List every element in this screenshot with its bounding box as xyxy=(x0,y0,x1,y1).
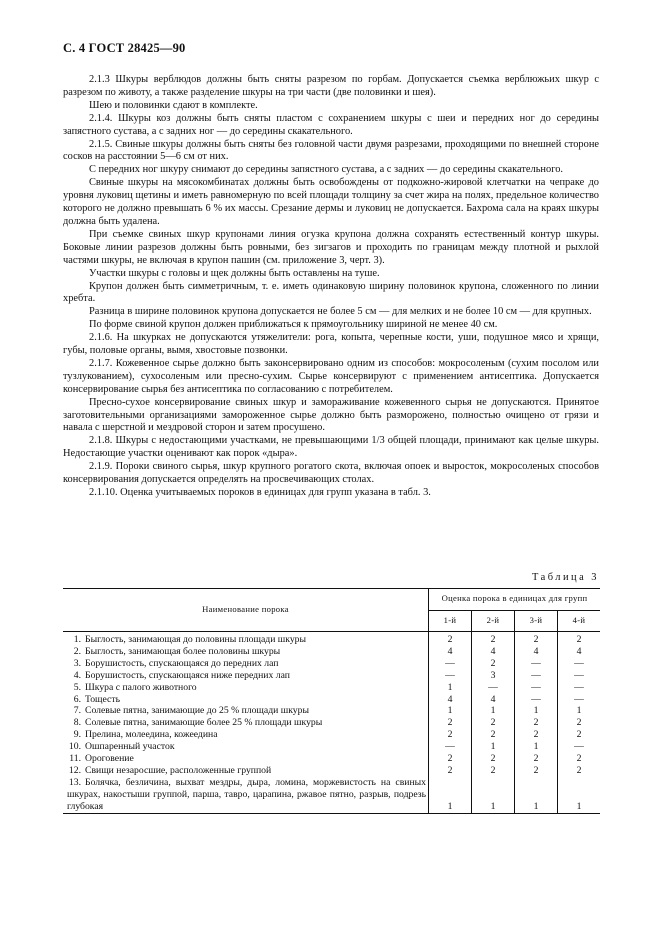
paragraph: При съемке свиных шкур крупонами линия огузка крупона должна сохранять естественный контур шкуры. Боковые линии разрезов должны быть ровными, без зигзагов и проходить по границам между плотной и рыхлой частями шкуры, не включая в крупон пашин (см. приложение 3, черт. 3). xyxy=(63,228,599,266)
paragraph: 2.1.6. На шкурках не допускаются утяжелители: рога, копыта, черепные кости, уши, подушное мясо и хрящи, губы, половые органы, вымя, хвостовые позвонки. xyxy=(63,332,599,357)
value-cell: 2 xyxy=(515,753,558,765)
value-cell: 1 xyxy=(558,777,601,813)
column-header-group-3: 3-й xyxy=(515,610,558,632)
defect-name: Ошпаренный участок xyxy=(85,741,175,753)
value-cell: — xyxy=(558,741,601,753)
value-cell: 2 xyxy=(472,632,515,646)
value-cell: 1 xyxy=(472,705,515,717)
value-cell: 4 xyxy=(472,694,515,706)
value-cell: 2 xyxy=(515,632,558,646)
paragraph: С передних ног шкуру снимают до середины запястного сустава, а с задних — до середины скакательного. xyxy=(89,164,563,176)
value-cell: 2 xyxy=(447,764,453,776)
value-cell: 2 xyxy=(558,632,601,646)
value-cell: 2 xyxy=(447,753,453,765)
value-cell: 2 xyxy=(515,717,558,729)
value-cell: 2 xyxy=(558,717,601,729)
defect-name: Борушистость, спускающаяся ниже передних лап xyxy=(85,669,290,681)
row-number: 1. xyxy=(73,634,81,645)
value-cell: 1 xyxy=(447,705,453,717)
value-cell: 1 xyxy=(515,777,558,813)
table-row xyxy=(63,717,600,729)
paragraph: Шею и половинки сдают в комплекте. xyxy=(89,99,258,111)
table-row xyxy=(63,682,600,694)
table-row xyxy=(63,777,600,813)
value-cell: 1 xyxy=(447,681,453,693)
defect-name: Быглость, занимающая более половины шкуры xyxy=(85,645,281,657)
page-header: С. 4 ГОСТ 28425—90 xyxy=(63,41,186,55)
table-caption: Таблица 3 xyxy=(532,572,599,583)
value-cell: — xyxy=(445,657,455,669)
paragraph: 2.1.10. Оценка учитываемых пороков в единицах для групп указана в табл. 3. xyxy=(89,487,431,498)
value-cell: 2 xyxy=(447,729,453,741)
value-cell: — xyxy=(445,741,455,753)
value-cell: 2 xyxy=(515,729,558,741)
value-cell: 1 xyxy=(472,777,515,813)
paragraph: По форме свиной крупон должен приближаться к прямоугольнику шириной не менее 40 см. xyxy=(89,319,498,331)
row-number: 6. xyxy=(73,693,81,705)
value-cell: — xyxy=(445,669,455,681)
table-row xyxy=(63,646,600,658)
value-cell: 2 xyxy=(558,729,601,741)
paragraph: Разница в ширине половинок крупона допускается не более 5 см — для мелких и не более 10 см — для крупных. xyxy=(89,306,592,318)
value-cell: 2 xyxy=(472,658,515,670)
value-cell: 1 xyxy=(472,741,515,753)
paragraph: Пресно-сухое консервирование свиных шкур и замораживание кожевенного сырья не допускаются. Принятое заготовительными организациями замороженное сырье должно быть разморожено, полностью очищено от грязи и навала с шерстной и мездровой сторон и затем просушено. xyxy=(63,396,599,434)
row-number: 9. xyxy=(73,729,81,741)
value-cell: — xyxy=(515,670,558,682)
column-header-group-1: 1-й xyxy=(429,610,472,632)
value-cell: 2 xyxy=(558,753,601,765)
value-cell: 2 xyxy=(472,753,515,765)
table-row xyxy=(63,729,600,741)
paragraph: 2.1.4. Шкуры коз должны быть сняты пластом с сохранением шкуры с шеи и передних ног до середины запястного сустава, а с задних ног — до середины скакательного. xyxy=(63,112,599,137)
defect-name: Болячка, безличина, выхват мездры, дыра, ломина, моржевистость на свиных шкурах, накостыши группой, парша, тавро, царапина, ржавое пятно, разрыв, подрезь глубокая xyxy=(67,776,426,812)
body-text xyxy=(63,74,599,500)
row-number: 5. xyxy=(73,681,81,693)
value-cell: 2 xyxy=(515,765,558,777)
value-cell: — xyxy=(472,682,515,694)
column-header-name: Наименование порока xyxy=(63,589,429,632)
value-cell: 1 xyxy=(515,741,558,753)
row-number: 7. xyxy=(73,705,81,717)
row-number: 8. xyxy=(73,717,81,729)
value-cell: 4 xyxy=(472,646,515,658)
table-row xyxy=(63,753,600,765)
column-header-group-2: 2-й xyxy=(472,610,515,632)
paragraph: 2.1.7. Кожевенное сырье должно быть законсервировано одним из способов: мокросоленым (сухим посолом или тузлукованием), сухосоленым или пресно-сухим. Сырье консервируют с применением антисептика. Допускается консервирование сырья без антисептика по согласованию с потребителем. xyxy=(63,357,599,395)
column-header-groups: Оценка порока в единицах для групп xyxy=(429,589,601,611)
table-row xyxy=(63,705,600,717)
column-header-group-4: 4-й xyxy=(558,610,601,632)
value-cell: 1 xyxy=(429,777,472,813)
value-cell: 2 xyxy=(472,765,515,777)
value-cell: 2 xyxy=(447,717,453,729)
defect-name: Прелина, молеедина, кожеедина xyxy=(85,729,218,741)
defect-name: Солевые пятна, занимающие более 25 % площади шкуры xyxy=(85,717,323,729)
row-number: 4. xyxy=(73,669,81,681)
value-cell: — xyxy=(515,694,558,706)
value-cell: 4 xyxy=(447,645,453,657)
value-cell: 2 xyxy=(447,634,453,645)
value-cell: — xyxy=(515,658,558,670)
value-cell: 1 xyxy=(558,705,601,717)
paragraph: Свиные шкуры на мясокомбинатах должны быть освобождены от подкожно-жировой клетчатки на чепраке до уровня луковиц щетины и иметь равномерную по всей площади толщину за счет жира на полях, предельное количество которого не должно превышать 6 % их массы. Срезание дермы и луковиц не допускается. Бахрома сала на краях шкуры должна быть удалена. xyxy=(63,177,599,227)
paragraph: 2.1.8. Шкуры с недостающими участками, не превышающими 1/3 общей площади, принимают как целые шкуры. Недостающие участки оценивают как порок «дыра». xyxy=(63,435,599,460)
value-cell: — xyxy=(558,694,601,706)
defects-table xyxy=(63,588,600,814)
paragraph: 2.1.9. Пороки свиного сырья, шкур крупного рогатого скота, включая опоек и выросток, мокросоленых способов консервирования допускается определять на просвечивающих столах. xyxy=(63,461,599,486)
value-cell: — xyxy=(558,682,601,694)
defect-name: Свищи незаросшие, расположенные группой xyxy=(85,764,272,776)
paragraph: Крупон должен быть симметричным, т. е. иметь одинаковую ширину половинок крупона, сложенного по линии хребта. xyxy=(63,280,599,305)
row-number: 12. xyxy=(68,764,81,776)
defect-name: Борушистость, спускающаяся до передних лап xyxy=(85,657,279,669)
defect-name: Тощесть xyxy=(85,693,120,705)
value-cell: — xyxy=(558,658,601,670)
row-number: 11. xyxy=(69,753,81,765)
value-cell: 2 xyxy=(472,717,515,729)
value-cell: 4 xyxy=(515,646,558,658)
table-row xyxy=(63,741,600,753)
value-cell: 4 xyxy=(447,693,453,705)
row-number: 2. xyxy=(73,645,81,657)
paragraph: 2.1.3 Шкуры верблюдов должны быть сняты разрезом по горбам. Допускается съемка верблюжьих шкур с разрезом по животу, а также разделение шкуры на три части (две половинки и шея). xyxy=(63,74,599,98)
defect-name: Ороговение xyxy=(85,753,134,765)
table-row xyxy=(63,658,600,670)
table-row xyxy=(63,632,600,646)
defect-name: Шкура с палого животного xyxy=(85,681,197,693)
value-cell: 4 xyxy=(558,646,601,658)
table-row xyxy=(63,694,600,706)
defect-name: Быглость, занимающая до половины площади шкуры xyxy=(85,634,307,645)
defect-name: Солевые пятна, занимающие до 25 % площади шкуры xyxy=(85,705,309,717)
value-cell: 2 xyxy=(558,765,601,777)
value-cell: — xyxy=(515,682,558,694)
table-row xyxy=(63,670,600,682)
row-number: 10. xyxy=(68,741,81,753)
value-cell: — xyxy=(558,670,601,682)
paragraph: Участки шкуры с головы и щек должны быть оставлены на туше. xyxy=(89,267,380,279)
row-number: 13. xyxy=(68,776,81,788)
value-cell: 2 xyxy=(472,729,515,741)
paragraph: 2.1.5. Свиные шкуры должны быть сняты без головной части двумя разрезами, проходящими по внешней стороне сосков на расстоянии 5—6 см от них. xyxy=(63,138,599,163)
value-cell: 3 xyxy=(472,670,515,682)
table-row xyxy=(63,765,600,777)
row-number: 3. xyxy=(73,657,81,669)
value-cell: 1 xyxy=(515,705,558,717)
